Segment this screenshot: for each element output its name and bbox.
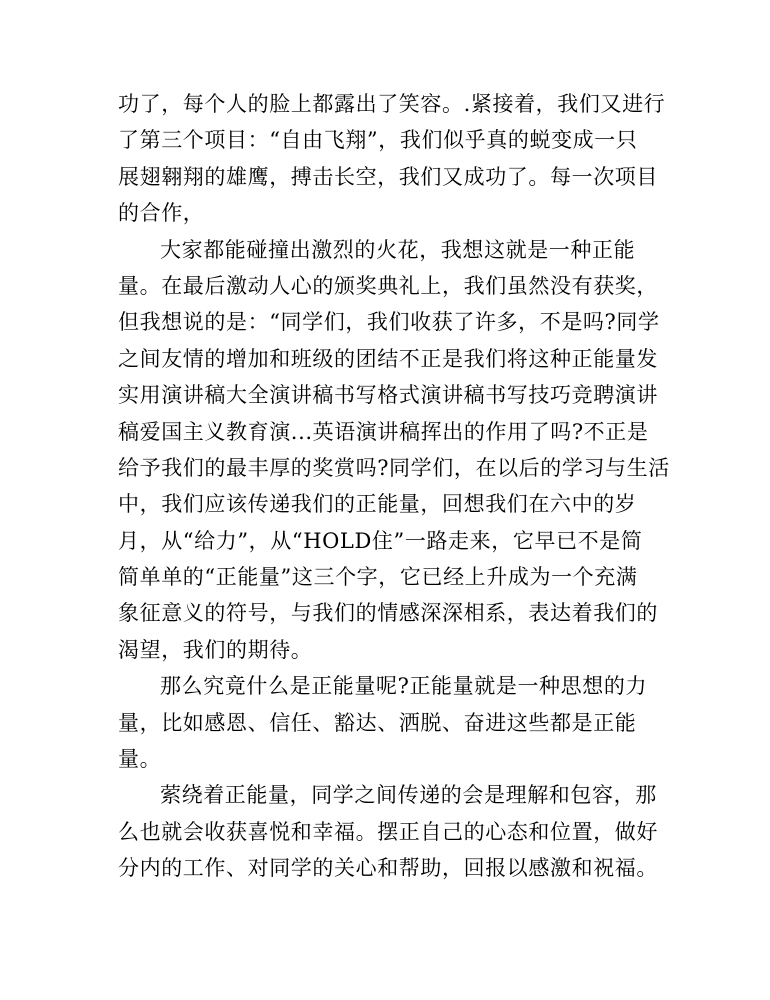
text-line: 给予我们的最丰厚的奖赏吗?同学们，在以后的学习与生活 bbox=[118, 455, 670, 480]
text-line: 功了，每个人的脸上都露出了笑容。.紧接着，我们又进行 bbox=[118, 92, 666, 116]
text-line: 量，比如感恩、信任、豁达、洒脱、奋进这些都是正能 bbox=[118, 710, 637, 735]
text-line: 月，从“给力”，从“HOLD住”一路走来，它早已不是简 bbox=[118, 528, 643, 553]
text-line: 展翅翱翔的雄鹰，搏击长空，我们又成功了。每一次项目 bbox=[118, 164, 658, 189]
paragraph-start-line: 那么究竟什么是正能量呢?正能量就是一种思想的力 bbox=[160, 674, 648, 699]
text-line: 之间友情的增加和班级的团结不正是我们将这种正能量发 bbox=[118, 346, 658, 371]
text-line: 分内的工作、对同学的关心和帮助，回报以感激和祝福。 bbox=[118, 856, 658, 881]
text-line: 象征意义的符号，与我们的情感深深相系，表达着我们的 bbox=[118, 601, 658, 626]
text-line: 中，我们应该传递我们的正能量，回想我们在六中的岁 bbox=[118, 492, 637, 517]
text-line: 了第三个项目：“自由飞翔”，我们似乎真的蜕变成一只 bbox=[118, 128, 638, 153]
text-line: 实用演讲稿大全演讲稿书写格式演讲稿书写技巧竞聘演讲 bbox=[118, 383, 658, 408]
text-line: 稿爱国主义教育演...英语演讲稿挥出的作用了吗?不正是 bbox=[118, 419, 649, 444]
paragraph-start-line: 萦绕着正能量，同学之间传递的会是理解和包容，那 bbox=[160, 783, 657, 808]
text-line: 但我想说的是：“同学们，我们收获了许多，不是吗?同学 bbox=[118, 310, 660, 335]
text-line: 简单单的“正能量”这三个字，它已经上升成为一个充满 bbox=[118, 565, 638, 590]
text-line: 量。在最后激动人心的颁奖典礼上，我们虽然没有获奖， bbox=[118, 273, 658, 298]
document-page bbox=[118, 86, 670, 887]
paragraph-start-line: 大家都能碰撞出激烈的火花，我想这就是一种正能 bbox=[160, 237, 636, 262]
text-line: 渴望，我们的期待。 bbox=[118, 637, 313, 662]
text-line: 的合作， bbox=[118, 201, 205, 226]
text-line: 量。 bbox=[118, 747, 162, 772]
text-line: 么也就会收获喜悦和幸福。摆正自己的心态和位置，做好 bbox=[118, 819, 658, 844]
